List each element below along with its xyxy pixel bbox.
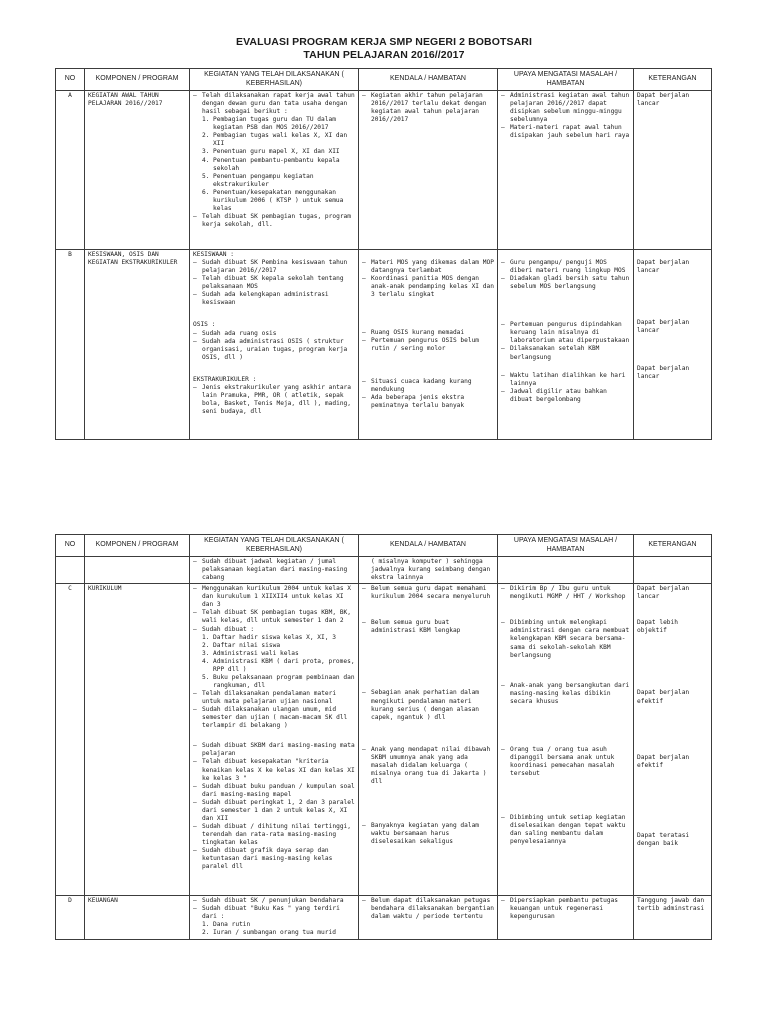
table-row: [56, 91, 712, 250]
numbered-item: 1. Dana rutin: [193, 921, 355, 929]
list-item: – Belum dapat dilaksanakan petugas bendahara dilaksanakan bergantian dalam waktu / periode tertentu: [362, 897, 494, 921]
list-item-text: Jadwal digilir atau bahkan dibuat bergelombang: [510, 387, 607, 403]
row-kegiatan: [190, 557, 359, 584]
keterangan-text: Dapat berjalan lancar: [637, 365, 690, 381]
section-label-osis: OSIS :: [193, 321, 216, 329]
list-item: – Dibimbing untuk setiap kegiatan diselesaikan dengan tepat waktu dan saling membantu dalam penyelesaiannya: [501, 814, 630, 846]
document-subtitle: TAHUN PELAJARAN 2016//2017: [303, 49, 465, 61]
header-kegiatan: KEGIATAN YANG TELAH DILAKSANAKAN ( KEBERHASILAN): [190, 69, 359, 91]
list-item: – Sudah dibuat / dihitung nilai tertinggi, terendah dan rata-rata masing-masing tingkatan kelas: [193, 823, 355, 847]
list-item-text: Sudah ada ruang osis: [202, 329, 277, 337]
row-kendala: [359, 896, 498, 939]
list-item: – Sudah dilaksanakan ulangan umum, mid semester dan ujian ( macam-macam SK dll terlampir di belakang ): [193, 706, 355, 730]
header-keterangan: KETERANGAN: [634, 535, 712, 557]
list-item: – Guru pengampu/ penguji MOS diberi materi ruang lingkup MOS: [501, 259, 630, 275]
row-upaya: [498, 91, 634, 250]
list-item: – Sudah ada administrasi OSIS ( struktur organisasi, uraian tugas, program kerja OSIS, dll ): [193, 338, 355, 362]
numbered-item: 4. Penentuan pembantu-pembantu kepala sekolah: [193, 157, 355, 173]
row-komponen: KURIKULUM: [85, 584, 190, 896]
list-item: – Telah dibuat SK pembagian tugas KBM, BK, wali kelas, dll untuk semester 1 dan 2: [193, 609, 355, 625]
list-item-text: Jenis ekstrakurikuler yang askhir antara lain Pramuka, PMR, OR ( atletik, sepak bola, Basket, Tenis Meja, dll ), mading, seni budaya, dll: [202, 383, 352, 415]
header-keterangan: KETERANGAN: [634, 69, 712, 91]
list-item-text: Dipersiapkan pembantu petugas keuangan untuk regenerasi kepengurusan: [510, 897, 619, 921]
header-komponen: KOMPONEN / PROGRAM: [85, 535, 190, 557]
row-kendala: [359, 250, 498, 440]
row-komponen: KESISWAAN, OSIS DAN KEGIATAN EKSTRAKURIKULER: [85, 250, 190, 440]
row-kegiatan: [190, 91, 359, 250]
list-item: – Diadakan gladi bersih satu tahun sebelum MOS berlangsung: [501, 275, 630, 291]
numbered-item: 1. Pembagian tugas guru dan TU dalam kegiatan PSB dan MOS 2016//2017: [193, 116, 355, 132]
numbered-item: 6. Penentuan/kesepakatan menggunakan kurikulum 2006 ( KTSP ) untuk semua kelas: [193, 189, 355, 213]
list-item-text: Belum semua guru buat administrasi KBM lengkap: [371, 619, 461, 635]
list-item: – Orang tua / orang tua asuh dipanggil bersama anak untuk koordinasi pemecahan masalah tersebut: [501, 746, 630, 778]
header-kegiatan: KEGIATAN YANG TELAH DILAKSANAKAN ( KEBERHASILAN): [190, 535, 359, 557]
list-item: – Ruang OSIS kurang memadai: [362, 329, 494, 337]
list-item: – Sudah dibuat jadwal kegiatan / jumal pelaksanaan kegiatan dari masing-masing cabang: [193, 558, 355, 582]
document-title: EVALUASI PROGRAM KERJA SMP NEGERI 2 BOBOTSARI: [235, 36, 532, 48]
row-kendala: [359, 584, 498, 896]
list-item: – Telah dibuat SK pembagian tugas, program kerja sekolah, dll.: [193, 213, 355, 229]
list-item: – Dikirim Bp / Ibu guru untuk mengikuti MGMP / HHT / Workshop: [501, 585, 630, 601]
list-item-text: Sudah dibuat :: [202, 625, 255, 633]
numbered-item: 2. Daftar nilai siswa: [193, 642, 355, 650]
list-item-text: Dibimbing untuk melengkapi administrasi dengan cara membuat kelengkapan KBM secara bersama-sama di sekolah-sekolah KBM berlangsung: [510, 619, 630, 659]
list-item: – Koordinasi panitia MOS dengan anak-anak pendamping kelas XI dan 3 terlalu singkat: [362, 275, 494, 299]
list-item-text: Sudah dibuat SK / penunjukan bendahara: [202, 897, 344, 905]
list-item-text: Anak-anak yang bersangkutan dari masing-masing kelas dibikin secara khusus: [510, 681, 630, 705]
row-number: D: [56, 896, 85, 939]
numbered-item-text: Pembagian tugas guru dan TU dalam kegiatan PSB dan MOS 2016//2017: [213, 116, 336, 132]
section-label-ekstrakurikuler: EKSTRAKURIKULER :: [193, 375, 257, 383]
list-item-text: Sudah ada kelengkapan administrasi kesiswaan: [202, 291, 329, 307]
row-upaya: [498, 584, 634, 896]
header-upaya: UPAYA MENGATASI MASALAH / HAMBATAN: [498, 69, 634, 91]
keterangan-text: Dapat berjalan efektif: [637, 753, 690, 769]
numbered-item-text: Penentuan guru mapel X, XI dan XII: [213, 148, 340, 156]
list-item: – Sebagian anak perhatian dalam mengikuti pendalaman materi kurang serius ( dengan alasan capek, ngantuk ) dll: [362, 689, 494, 721]
list-item: – Kegiatan akhir tahun pelajaran 2016//2017 terlalu dekat dengan kegiatan awal tahun pelajaran 2016//2017: [362, 92, 494, 124]
list-item-text: Kegiatan akhir tahun pelajaran 2016//2017 terlalu dekat dengan kegiatan awal tahun pelajaran 2016//2017: [371, 92, 487, 124]
list-item-text: Belum dapat dilaksanakan petugas bendahara dilaksanakan bergantian dalam waktu / periode tertentu: [371, 897, 494, 921]
keterangan-text: Dapat berjalan lancar: [637, 319, 690, 335]
list-item: – Sudah dibuat grafik daya serap dan ketuntasan dari masing-masing kelas paralel dll: [193, 847, 355, 871]
list-item: – Ada beberapa jenis ekstra peminatnya terlalu banyak: [362, 394, 494, 410]
list-item-text: Sebagian anak perhatian dalam mengikuti pendalaman materi kurang serius ( dengan alasan capek, ngantuk ) dll: [371, 689, 480, 721]
table-row: [56, 584, 712, 896]
row-kendala: [359, 91, 498, 250]
list-item: – Pertemuan pengurus dipindahkan keruang lain misalnya di laboratorium atau diperpustakaan: [501, 321, 630, 345]
row-number: A: [56, 91, 85, 250]
list-item: – Jadwal digilir atau bahkan dibuat bergelombang: [501, 388, 630, 404]
list-item: – Dilaksanakan setelah KBM berlangsung: [501, 345, 630, 361]
list-item-text: Ada beberapa jenis ekstra peminatnya terlalu banyak: [371, 393, 465, 409]
header-kendala: KENDALA / HAMBATAN: [359, 69, 498, 91]
list-item-text: Telah dibuat SK pembagian tugas KBM, BK, wali kelas, dll untuk semester 1 dan 2: [202, 609, 352, 625]
numbered-item: 1. Daftar hadir siswa kelas X, XI, 3: [193, 634, 355, 642]
row-keterangan: Tanggung jawab dan tertib adminstrasi: [634, 896, 712, 939]
numbered-item-text: Iuran / sumbangan orang tua murid: [213, 929, 336, 937]
list-item-text: Ruang OSIS kurang memadai: [371, 329, 465, 337]
list-item: – Materi-materi rapat awal tahun disipakan jauh sebelum hari raya: [501, 124, 630, 140]
list-item-text: Sudah dibuat "Buku Kas " yang terdiri dari :: [202, 905, 340, 921]
table-row: [56, 557, 712, 584]
list-item: – Sudah dibuat "Buku Kas " yang terdiri dari :: [193, 905, 355, 921]
list-item-text: Dibimbing untuk setiap kegiatan diselesaikan dengan tepat waktu dan saling membantu dalam penyelesaiannya: [510, 814, 626, 846]
list-item: – Situasi cuaca kadang kurang mendukung: [362, 378, 494, 394]
numbered-item-text: Penentuan pengampu kegiatan ekstrakurikuler: [213, 172, 314, 188]
table-header-row: [56, 69, 712, 91]
keterangan-text: Dapat berjalan efektif: [637, 689, 690, 705]
list-item: – Sudah dibuat SK Pembina kesiswaan tahun pelajaran 2016//2017: [193, 259, 355, 275]
list-item: – Waktu latihan dialihkan ke hari lainnya: [501, 372, 630, 388]
row-kegiatan: [190, 896, 359, 939]
list-item: – Sudah dibuat :: [193, 626, 355, 634]
list-item-text: Telah dibuat kesepakatan "kriteria kenaikan kelas X ke kelas XI dan kelas XI ke kelas 3 ": [202, 758, 355, 782]
numbered-item-text: Administrasi wali kelas: [213, 649, 299, 657]
numbered-item: 4. Administrasi KBM ( dari prota, promes, RPP dll ): [202, 657, 355, 673]
table-row: [56, 250, 712, 440]
list-item: – Sudah ada ruang osis: [193, 330, 355, 338]
list-item-text: Situasi cuaca kadang kurang mendukung: [371, 377, 472, 393]
list-item: – Sudah ada kelengkapan administrasi kesiswaan: [193, 291, 355, 307]
row-number: B: [56, 250, 85, 440]
list-item: – Telah dibuat SK kepala sekolah tentang pelaksanaan MOS: [193, 275, 355, 291]
list-item: – Anak-anak yang bersangkutan dari masing-masing kelas dibikin secara khusus: [501, 681, 630, 705]
list-item-text: Sudah dibuat jadwal kegiatan / jumal pelaksanaan kegiatan dari masing-masing cabang: [202, 558, 348, 582]
list-item-text: Guru pengampu/ penguji MOS diberi materi ruang lingkup MOS: [510, 259, 626, 275]
numbered-item-text: Daftar nilai siswa: [213, 641, 281, 649]
list-item-text: Anak yang mendapat nilai dibawah SKBM umumnya anak yang ada masalah didalam keluarga ( misalnya orang tua di Jakarta ) dll: [371, 745, 491, 785]
numbered-item: 2. Pembagian tugas wali kelas X, XI dan XII: [193, 132, 355, 148]
list-item: – Materi MOS yang dikemas dalam MOP datangnya terlambat: [362, 259, 494, 275]
row-number: C: [56, 584, 85, 896]
list-item-text: Sudah dibuat grafik daya serap dan ketuntasan dari masing-masing kelas paralel dll: [202, 847, 333, 871]
list-item-text: Waktu latihan dialihkan ke hari lainnya: [510, 371, 626, 387]
list-item-text: Sudah dibuat / dihitung nilai tertinggi, terendah dan rata-rata masing-masing tingkatan kelas: [202, 822, 352, 847]
list-item-text: Banyaknya kegiatan yang dalam waktu bersamaan harus diselesaikan sekaligus: [371, 822, 480, 846]
list-item-text: Telah dibuat SK kepala sekolah tentang pelaksanaan MOS: [202, 275, 344, 291]
header-no: NO: [56, 69, 85, 91]
list-item: – Dipersiapkan pembantu petugas keuangan untuk regenerasi kepengurusan: [501, 897, 630, 921]
list-item: – Sudah dibuat SKBM dari masing-masing mata pelajaran: [193, 742, 355, 758]
list-item-text: ( misalnya komputer ) sehingga jadwalnya kurang seimbang dengan ekstra lainnya: [371, 558, 491, 582]
list-item: – Sudah dibuat SK / penunjukan bendahara: [193, 897, 355, 905]
row-upaya: [498, 896, 634, 939]
numbered-item-text: Pembagian tugas wali kelas X, XI dan XII: [213, 132, 348, 148]
list-item-text: Telah dilaksanakan rapat kerja awal tahun dengan dewan guru dan tata usaha dengan hasil sebagai berikut :: [202, 92, 355, 116]
list-item: – Telah dilaksanakan pendalaman materi untuk mata pelajaran ujian nasional: [193, 690, 355, 706]
header-no: NO: [56, 535, 85, 557]
keterangan-text: Dapat lebih objektif: [637, 619, 678, 635]
numbered-item-text: Daftar hadir siswa kelas X, XI, 3: [213, 633, 336, 641]
list-item-text: Materi-materi rapat awal tahun disipakan jauh sebelum hari raya: [510, 124, 630, 140]
list-item-text: Diadakan gladi bersih satu tahun sebelum MOS berlangsung: [510, 275, 630, 291]
row-upaya: [498, 250, 634, 440]
numbered-item-text: Penentuan pembantu-pembantu kepala sekolah: [213, 156, 340, 172]
row-komponen: KEGIATAN AWAL TAHUN PELAJARAN 2016//2017: [85, 91, 190, 250]
table-row: [56, 896, 712, 939]
list-item-text: Orang tua / orang tua asuh dipanggil bersama anak untuk koordinasi pemecahan masalah tersebut: [510, 745, 615, 777]
list-item-text: Sudah dibuat SK Pembina kesiswaan tahun pelajaran 2016//2017: [202, 259, 348, 275]
numbered-item: 3. Administrasi wali kelas: [193, 650, 355, 658]
numbered-item: 5. Buku pelaksanaan program pembinaan dan rangkuman, dll: [202, 673, 355, 689]
keterangan-text: Dapat teratasi dengan baik: [637, 831, 690, 847]
list-item-text: Telah dilaksanakan pendalaman materi untuk mata pelajaran ujian nasional: [202, 690, 337, 706]
list-item-text: Telah dibuat SK pembagian tugas, program kerja sekolah, dll.: [202, 212, 352, 228]
keterangan-text: Dapat berjalan lancar: [637, 259, 690, 275]
list-item: – Telah dibuat kesepakatan "kriteria kenaikan kelas X ke kelas XI dan kelas XI ke kelas 3 ": [193, 758, 355, 782]
list-item: – Menggunakan kurikulum 2004 untuk kelas X dan kurukulum 1 XIIXII4 untuk kelas XI dan 3: [193, 585, 355, 609]
list-item: – Belum semua guru buat administrasi KBM lengkap: [362, 619, 494, 635]
list-item-text: Dilaksanakan setelah KBM berlangsung: [510, 345, 600, 361]
row-keterangan: Dapat berjalan lancar: [634, 91, 712, 250]
header-upaya: UPAYA MENGATASI MASALAH / HAMBATAN: [498, 535, 634, 557]
list-item-text: Materi MOS yang dikemas dalam MOP datangnya terlambat: [371, 259, 494, 275]
list-item-text: Pertemuan pengurus OSIS belum rutin / sering molor: [371, 337, 480, 353]
list-item: – Pertemuan pengurus OSIS belum rutin / sering molor: [362, 337, 494, 353]
section-label-kesiswaan: KESISWAAN :: [193, 251, 234, 258]
evaluation-table-page-2: [55, 534, 712, 940]
list-item: – Jenis ekstrakurikuler yang askhir antara lain Pramuka, PMR, OR ( atletik, sepak bola, Basket, Tenis Meja, dll ), mading, seni budaya, dll: [193, 384, 355, 416]
numbered-item: 2. Iuran / sumbangan orang tua murid: [193, 929, 355, 937]
list-item-text: Pertemuan pengurus dipindahkan keruang lain misalnya di laboratorium atau diperpustakaan: [510, 321, 630, 345]
list-item: – Banyaknya kegiatan yang dalam waktu bersamaan harus diselesaikan sekaligus: [362, 822, 494, 846]
list-item-text: Belum semua guru dapat memahami kurikulum 2004 secara menyeluruh: [371, 585, 491, 601]
row-kegiatan: [190, 250, 359, 440]
list-item: – Sudah dibuat buku panduan / kumpulan soal dari masing-masing mapel: [193, 782, 355, 798]
list-item-text: Dikirim Bp / Ibu guru untuk mengikuti MGMP / HHT / Workshop: [510, 585, 626, 601]
header-komponen: KOMPONEN / PROGRAM: [85, 69, 190, 91]
row-keterangan: [634, 584, 712, 896]
list-item-text: Koordinasi panitia MOS dengan anak-anak pendamping kelas XI dan 3 terlalu singkat: [371, 275, 494, 299]
list-item: – Dibimbing untuk melengkapi administrasi dengan cara membuat kelengkapan KBM secara bersama-sama di sekolah-sekolah KBM berlangsung: [501, 619, 630, 659]
row-komponen: KEUANGAN: [85, 896, 190, 939]
numbered-item-text: Administrasi KBM ( dari prota, promes, RPP dll ): [213, 657, 355, 673]
list-item-text: Sudah dibuat SKBM dari masing-masing mata pelajaran: [202, 742, 355, 758]
list-item: – Administrasi kegiatan awal tahun pelajaran 2016//2017 dapat disipkan sebelum minggu-minggu sebelumnya: [501, 92, 630, 124]
list-item-text: Sudah dilaksanakan ulangan umum, mid semester dan ujian ( macam-macam SK dll terlampir di belakang ): [202, 706, 348, 730]
numbered-item-text: Dana rutin: [213, 921, 251, 929]
list-item-text: Administrasi kegiatan awal tahun pelajaran 2016//2017 dapat disipkan sebelum minggu-minggu sebelumnya: [510, 92, 630, 124]
list-item-text: Sudah dibuat buku panduan / kumpulan soal dari masing-masing mapel: [202, 782, 355, 798]
list-item-text: Sudah dibuat peringkat 1, 2 dan 3 paralel dari semester 1 dan 2 untuk kelas X, XI dan XII: [202, 798, 355, 822]
list-item-text: Menggunakan kurikulum 2004 untuk kelas X dan kurukulum 1 XIIXII4 untuk kelas XI dan 3: [202, 585, 352, 609]
row-kendala: [359, 557, 498, 584]
numbered-item-text: Buku pelaksanaan program pembinaan dan rangkuman, dll: [213, 673, 355, 689]
table-header-row: [56, 535, 712, 557]
row-keterangan: [634, 250, 712, 440]
header-kendala: KENDALA / HAMBATAN: [359, 535, 498, 557]
list-item: – Anak yang mendapat nilai dibawah SKBM umumnya anak yang ada masalah didalam keluarga ( misalnya orang tua di Jakarta ) dll: [362, 746, 494, 786]
numbered-item: 5. Penentuan pengampu kegiatan ekstrakurikuler: [193, 173, 355, 189]
evaluation-table-page-1: [55, 68, 712, 440]
numbered-item-text: Penentuan/kesepakatan menggunakan kurikulum 2006 ( KTSP ) untuk semua kelas: [213, 188, 344, 212]
numbered-item: 3. Penentuan guru mapel X, XI dan XII: [193, 148, 355, 156]
keterangan-text: Dapat berjalan lancar: [637, 585, 690, 601]
list-item-text: Sudah ada administrasi OSIS ( struktur organisasi, uraian tugas, program kerja OSIS, dll ): [202, 337, 348, 361]
row-kegiatan: [190, 584, 359, 896]
list-item: – Telah dilaksanakan rapat kerja awal tahun dengan dewan guru dan tata usaha dengan hasil sebagai berikut :: [193, 92, 355, 116]
list-item: – Sudah dibuat peringkat 1, 2 dan 3 paralel dari semester 1 dan 2 untuk kelas X, XI dan XII: [193, 798, 355, 822]
list-item: – Belum semua guru dapat memahami kurikulum 2004 secara menyeluruh: [362, 585, 494, 601]
